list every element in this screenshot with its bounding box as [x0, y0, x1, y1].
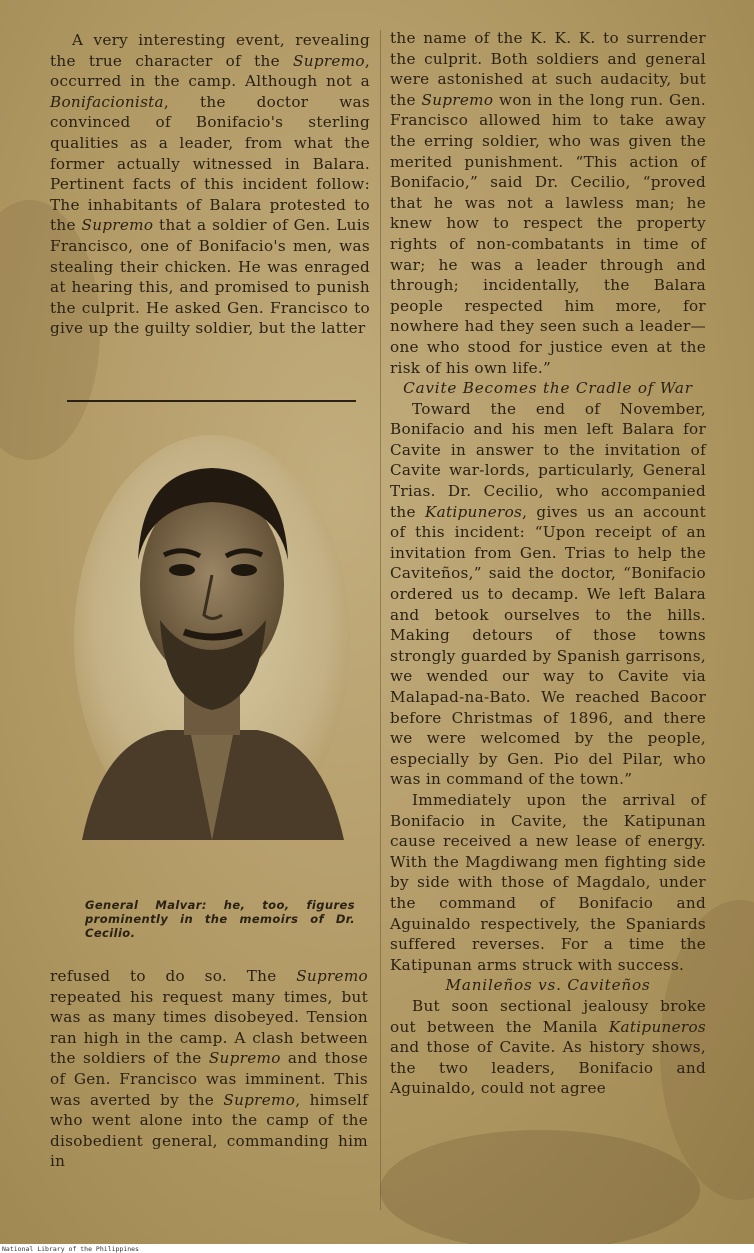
paragraph: Toward the end of November, Bonifacio and his men left Balara for Cavite in answer to the invitation of Cavite war-lords, particularly, General Trias. Dr. Cecilio, who accompanied the Katipuneros, gives us an account of this incident: “Upon receipt of an invitation from Gen. Trias to help the Caviteños,” said the doctor, “Bonifacio ordered us to decamp. We left Balara and betook ourselves to the hills. Making detours of those towns strongly guarded by Spanish garrisons, we wended our way to Cavite via Malapad-na-Bato. We reached Bacoor before Christmas of 1896, and there we were welcomed by the people, especially by Gen. Pio del Pilar, who was in command of the town.” [390, 399, 707, 789]
article-column-right [390, 28, 706, 1099]
section-subhead: Manileños vs. Caviteños [445, 976, 651, 995]
portrait-photo [72, 410, 352, 840]
paragraph: But soon sectional jealousy broke out between the Manila Katipuneros and those of Cavite. As history shows, the two leaders, Bonifacio and Aguinaldo, could not agree [390, 996, 706, 1098]
article-column-left-bottom [50, 966, 368, 1172]
paragraph: Immediately upon the arrival of Bonifacio in Cavite, the Katipunan cause received a new lease of energy. With the Magdiwang men fighting side by side with those of Magdalo, under the command of Bonifacio and Aguinaldo respectively, the Spaniards suffered reverses. For a time the Katipunan arms struck with success. [390, 790, 706, 974]
section-subhead: Cavite Becomes the Cradle of War [403, 379, 693, 398]
photo-top-rule [67, 400, 356, 402]
library-footer: National Library of the Philippines [2, 1245, 139, 1253]
photo-figure [67, 400, 356, 940]
column-divider [380, 30, 381, 1210]
paragraph: A very interesting event, revealing the true character of the Supremo, occurred in the camp. Although not a Bonifacionista, the doctor was convinced of Bonifacio's sterling qualities as a leader, from what the former actually witnessed in Balara. Pertinent facts of this incident follow: The inhabitants of Balara protested to the Supremo that a soldier of Gen. Luis Francisco, one of Bonifacio's men, was stealing their chicken. He was enraged at hearing this, and promised to punish the culprit. He asked Gen. Francisco to give up the guilty soldier, but the latter [50, 31, 370, 338]
photo-caption: General Malvar: he, too, figures prominently in the memoirs of Dr. Cecilio. [85, 898, 355, 940]
left-eye [169, 564, 195, 576]
article-column-left-top [50, 30, 370, 339]
paper-stain [380, 1130, 700, 1244]
paragraph: the name of the K. K. K. to surrender the culprit. Both soldiers and general were astonished at such audacity, but the Supremo won in the long run. Gen. Francisco allowed him to take away the erring soldier, who was given the merited punishment. “This action of Bonifacio,” said Dr. Cecilio, “proved that he was not a lawless man; he knew how to respect the property rights of non-combatants in time of war; he was a leader through and through; incidentally, the Balara people respected him more, for nowhere had they seen such a leader—one who stood for justice even at the risk of his own life.” [390, 29, 706, 377]
right-eye [231, 564, 257, 576]
paragraph: refused to do so. The Supremo repeated his request many times, but was as many times disobeyed. Tension ran high in the camp. A clash between the soldiers of the Supremo and those of Gen. Francisco was imminent. This was averted by the Supremo, himself who went alone into the camp of the disobedient general, commanding him in [50, 967, 369, 1171]
